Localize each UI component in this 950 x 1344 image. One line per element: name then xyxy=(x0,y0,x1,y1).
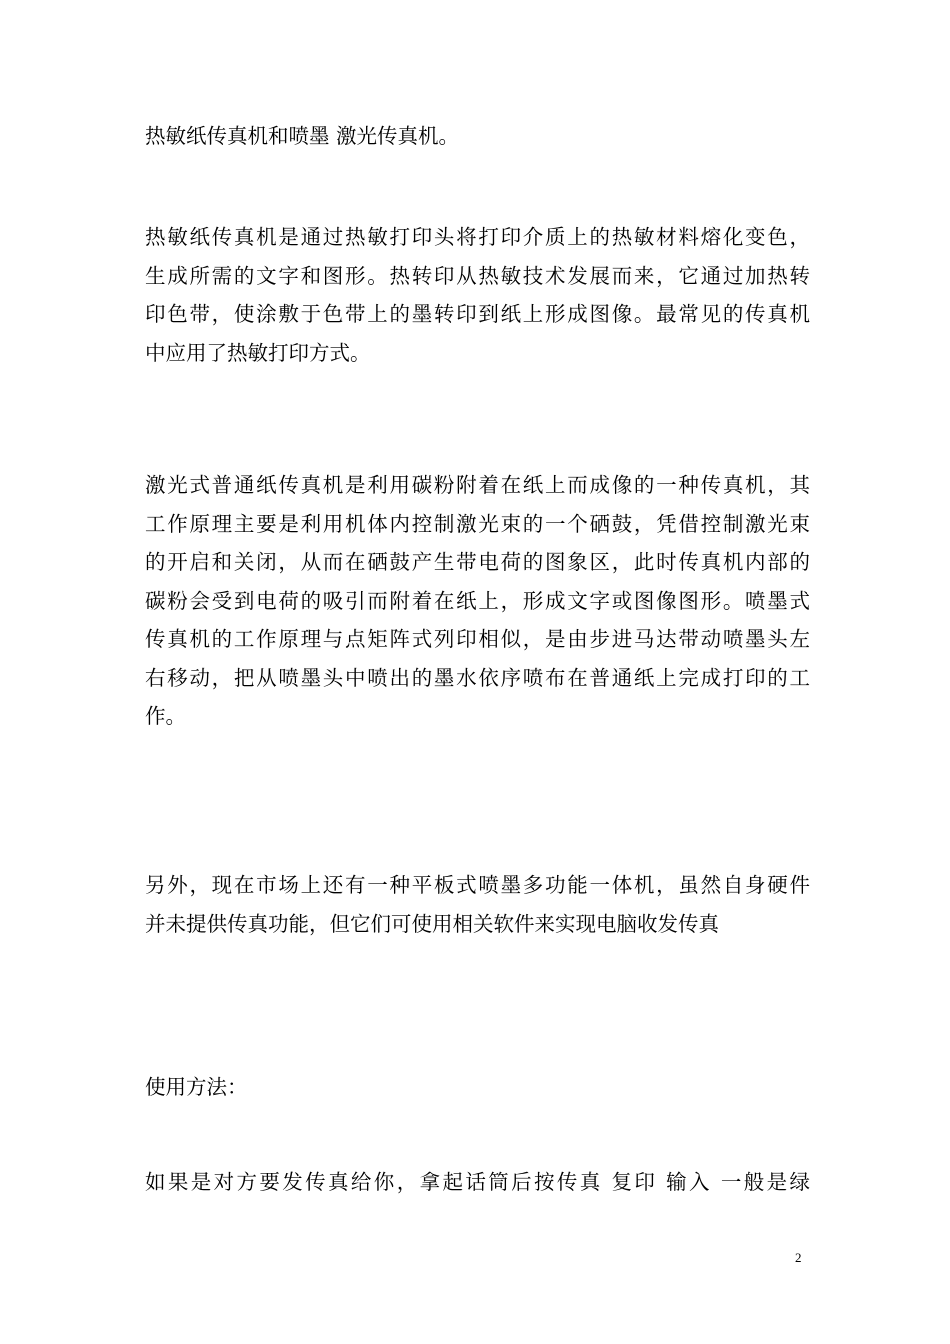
text-line: 并未提供传真功能，但它们可使用相关软件来实现电脑收发传真 xyxy=(145,911,719,936)
text-line: 作。 xyxy=(145,704,186,728)
page-number: 2 xyxy=(795,1250,802,1265)
text-line: 碳粉会受到电荷的吸引而附着在纸上，形成文字或图像图形。喷墨式 xyxy=(145,588,810,613)
paragraph-fax-types xyxy=(145,117,810,156)
text-line: 生成所需的文字和图形。热转印从热敏技术发展而来，它通过加热转 xyxy=(145,263,810,288)
text-line: 热敏纸传真机和喷墨 激光传真机。 xyxy=(145,124,460,148)
text-line: 工作原理主要是利用机体内控制激光束的一个硒鼓，凭借控制激光束 xyxy=(145,511,810,536)
text-line: 使用方法： xyxy=(145,1075,248,1099)
paragraph-flatbed-multifunction xyxy=(145,866,810,943)
text-line: 中应用了热敏打印方式。 xyxy=(145,340,371,365)
paragraph-usage-heading xyxy=(145,1068,810,1107)
text-line: 印色带，使涂敷于色带上的墨转印到纸上形成图像。最常见的传真机 xyxy=(145,302,810,326)
text-line: 激光式普通纸传真机是利用碳粉附着在纸上而成像的一种传真机，其 xyxy=(145,473,810,497)
text-line: 的开启和关闭，从而在硒鼓产生带电荷的图象区，此时传真机内部的 xyxy=(145,550,810,574)
text-line: 热敏纸传真机是通过热敏打印头将打印介质上的热敏材料熔化变色， xyxy=(145,225,810,249)
paragraph-thermal-fax xyxy=(145,218,810,372)
text-line: 传真机的工作原理与点矩阵式列印相似，是由步进马达带动喷墨头左 xyxy=(145,627,810,651)
text-line: 右移动，把从喷墨头中喷出的墨水依序喷布在普通纸上完成打印的工 xyxy=(145,665,810,690)
text-line: 另外，现在市场上还有一种平板式喷墨多功能一体机，虽然自身硬件 xyxy=(145,873,810,897)
paragraph-usage-instructions xyxy=(145,1163,810,1202)
text-line: 如果是对方要发传真给你，拿起话筒后按传真 复印 输入 一般是绿 xyxy=(145,1170,810,1194)
paragraph-laser-inkjet-fax xyxy=(145,466,810,736)
